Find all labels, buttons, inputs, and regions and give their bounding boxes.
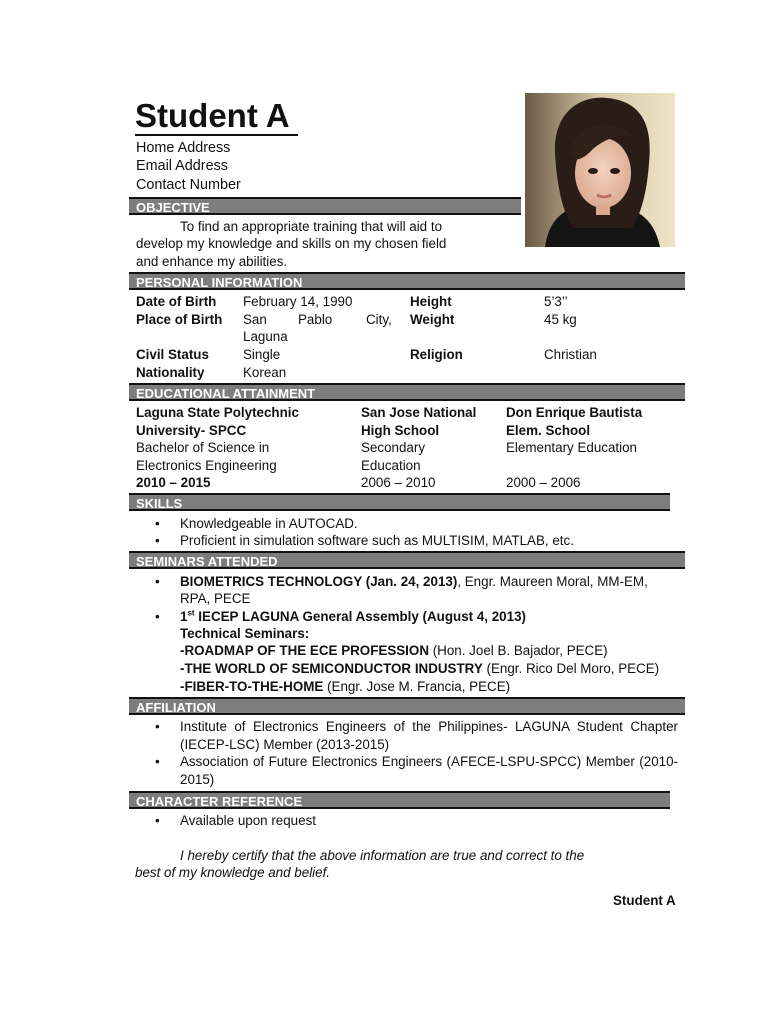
- tech-seminar-2-title: -THE WORLD OF SEMICONDUCTOR INDUSTRY: [180, 661, 483, 676]
- certification-line-1: I hereby certify that the above information are true and correct to the: [180, 848, 585, 863]
- tech-seminar-3: [180, 678, 510, 696]
- affiliation-heading: AFFILIATION: [129, 697, 685, 715]
- technical-seminars-label: Technical Seminars:: [180, 626, 310, 641]
- affiliation-item-2: Association of Future Electronics Engineers (AFECE-LSPU-SPCC) Member (2010-2015): [180, 754, 678, 787]
- seminars-heading: SEMINARS ATTENDED: [129, 551, 685, 569]
- tech-seminar-1-title: -ROADMAP OF THE ECE PROFESSION: [180, 643, 429, 658]
- personal-info-heading: PERSONAL INFORMATION: [129, 272, 685, 290]
- bullet-icon: •: [155, 574, 160, 589]
- bullet-icon: •: [155, 813, 160, 828]
- seminar-2-num: 1: [180, 609, 188, 624]
- weight-value: 45 kg: [544, 312, 577, 327]
- skill-item: Knowledgeable in AUTOCAD.: [180, 516, 358, 531]
- hs-level-line-2: Education: [361, 458, 421, 473]
- bullet-icon: •: [155, 609, 160, 624]
- hs-name-line-1: San Jose National: [361, 405, 477, 420]
- bullet-icon: •: [155, 516, 160, 531]
- name-underline: [135, 134, 298, 136]
- height-label: Height: [410, 294, 452, 309]
- pob-value-word-1: San: [243, 312, 267, 327]
- elem-level: Elementary Education: [506, 440, 638, 455]
- affiliation-item-1: Institute of Electronics Engineers of the Philippines- LAGUNA Student Chapter (IECEP-LSC) Member (2013-2015): [180, 719, 678, 752]
- dob-label: Date of Birth: [136, 294, 217, 309]
- signature-name: Student A: [613, 893, 676, 908]
- education-heading: EDUCATIONAL ATTAINMENT: [129, 383, 685, 401]
- applicant-name: Student A: [135, 97, 290, 134]
- seminar-1-title: BIOMETRICS TECHNOLOGY (Jan. 24, 2013): [180, 574, 458, 589]
- hs-level-line-1: Secondary: [361, 440, 426, 455]
- hs-name-line-2: High School: [361, 423, 440, 438]
- email-address: Email Address: [136, 158, 228, 174]
- college-name-line-2: University- SPCC: [136, 423, 247, 438]
- seminar-1-line-2: RPA, PECE: [180, 591, 251, 606]
- objective-line-1: To find an appropriate training that will aid to: [180, 219, 443, 234]
- bullet-icon: •: [155, 719, 160, 734]
- tech-seminar-3-speaker: (Engr. Jose M. Francia, PECE): [323, 679, 511, 694]
- hs-years: 2006 – 2010: [361, 475, 436, 490]
- college-course-line-2: Electronics Engineering: [136, 458, 277, 473]
- pob-value-word-4: Laguna: [243, 329, 288, 344]
- weight-label: Weight: [410, 312, 455, 327]
- college-course-line-1: Bachelor of Science in: [136, 440, 270, 455]
- objective-line-3: and enhance my abilities.: [136, 254, 288, 269]
- elem-name-line-1: Don Enrique Bautista: [506, 405, 643, 420]
- civil-status-value: Single: [243, 347, 281, 362]
- bullet-icon: •: [155, 533, 160, 548]
- reference-heading: CHARACTER REFERENCE: [129, 791, 670, 809]
- elem-years: 2000 – 2006: [506, 475, 581, 490]
- contact-number: Contact Number: [136, 177, 241, 193]
- tech-seminar-1-speaker: (Hon. Joel B. Bajador, PECE): [429, 643, 608, 658]
- skills-heading: SKILLS: [129, 493, 670, 511]
- seminar-1-speaker: , Engr. Maureen Moral, MM-EM,: [457, 574, 648, 589]
- college-years: 2010 – 2015: [136, 475, 211, 490]
- objective-heading: OBJECTIVE: [129, 197, 521, 215]
- tech-seminar-1: [180, 642, 608, 660]
- profile-photo: [525, 93, 675, 247]
- pob-value-word-2: Pablo: [298, 312, 333, 327]
- home-address: Home Address: [136, 140, 231, 156]
- religion-label: Religion: [410, 347, 463, 362]
- seminar-2-title: IECEP LAGUNA General Assembly (August 4, 2013): [194, 609, 526, 624]
- seminar-2-sup: st: [187, 608, 195, 618]
- skill-item: Proficient in simulation software such as MULTISIM, MATLAB, etc.: [180, 533, 574, 548]
- civil-status-label: Civil Status: [136, 347, 209, 362]
- college-name-line-1: Laguna State Polytechnic: [136, 405, 299, 420]
- tech-seminar-3-title: -FIBER-TO-THE-HOME: [180, 679, 324, 694]
- pob-label: Place of Birth: [136, 312, 223, 327]
- pob-value-word-3: City,: [366, 312, 392, 327]
- seminar-2: [180, 608, 526, 626]
- nationality-value: Korean: [243, 365, 287, 380]
- elem-name-line-2: Elem. School: [506, 423, 591, 438]
- objective-line-2: develop my knowledge and skills on my chosen field: [136, 236, 447, 251]
- height-value: 5’3’’: [544, 294, 568, 309]
- dob-value: February 14, 1990: [243, 294, 353, 309]
- reference-item: Available upon request: [180, 813, 316, 828]
- nationality-label: Nationality: [136, 365, 205, 380]
- bullet-icon: •: [155, 754, 160, 769]
- seminar-1: [180, 573, 648, 591]
- certification-line-2: best of my knowledge and belief.: [135, 865, 331, 880]
- tech-seminar-2-speaker: (Engr. Rico Del Moro, PECE): [482, 661, 660, 676]
- tech-seminar-2: [180, 660, 659, 678]
- religion-value: Christian: [544, 347, 597, 362]
